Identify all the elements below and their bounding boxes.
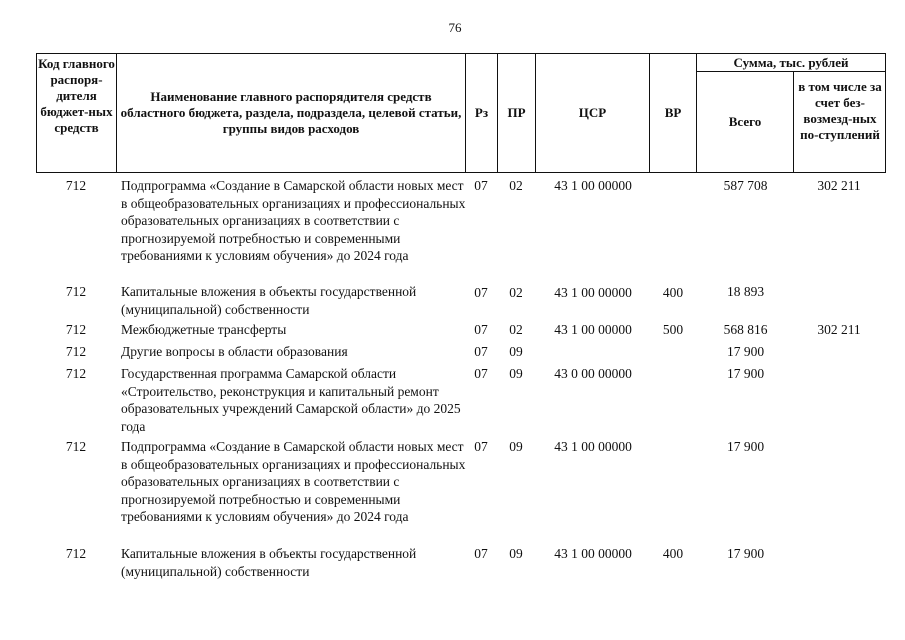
row-kod: 712: [65, 546, 87, 561]
row-pr: 09: [509, 366, 523, 381]
header-name: Наименование главного распорядителя средств областного бюджета, раздела, подраздела, целевой статьи, группы видов расходов: [120, 89, 462, 136]
row-kod: 712: [65, 344, 87, 359]
header-border-right: [885, 53, 886, 173]
row-vr: 400: [662, 285, 684, 300]
header-border-total-free: [793, 71, 794, 173]
row-free: 302 211: [817, 178, 861, 193]
row-name: Другие вопросы в области образования: [121, 344, 348, 359]
row-name: Межбюджетные трансферты: [121, 322, 287, 337]
row-total: 17 900: [726, 546, 765, 561]
row-total: 17 900: [726, 366, 765, 381]
header-pr: ПР: [507, 105, 526, 120]
row-kod: 712: [65, 322, 87, 337]
row-pr: 02: [509, 322, 523, 337]
header-total: Всего: [728, 114, 762, 129]
header-bottom-border: [36, 172, 886, 173]
row-name: Государственная программа Самарской области «Строительство, реконструкция и капитальный ремонт образовательных учреждений Самарской области» до 2025 года: [121, 366, 461, 434]
header-vr: ВР: [664, 105, 682, 120]
row-total: 587 708: [723, 178, 768, 193]
row-name: Подпрограмма «Создание в Самарской области новых мест в общеобразовательных организациях и профессиональных образовательных организациях в соответствии с прогнозируемой потребностью и современными требованиями к условиям обучения» до 2024 года: [121, 178, 466, 263]
sum-header-divider: [696, 71, 886, 72]
row-vr: 400: [662, 546, 684, 561]
row-pr: 02: [509, 178, 523, 193]
header-border-vr-sum: [696, 53, 697, 173]
row-name: Капитальные вложения в объекты государственной (муниципальной) собственности: [121, 546, 417, 579]
row-csr: 43 1 00 00000: [554, 178, 632, 193]
row-name: Капитальные вложения в объекты государственной (муниципальной) собственности: [121, 284, 417, 317]
row-total: 18 893: [726, 284, 765, 299]
row-total: 17 900: [726, 439, 765, 454]
row-kod: 712: [65, 284, 87, 299]
row-vr: 500: [662, 322, 684, 337]
row-csr: 43 1 00 00000: [554, 322, 632, 337]
row-csr: 43 0 00 00000: [554, 366, 632, 381]
header-rz: Рз: [474, 105, 489, 120]
row-rz: 07: [474, 546, 488, 561]
row-csr: 43 1 00 00000: [554, 546, 632, 561]
row-rz: 07: [474, 366, 488, 381]
header-free: в том числе за счет без-возмезд-ных по-ступлений: [798, 79, 882, 142]
row-rz: 07: [474, 285, 488, 300]
row-pr: 09: [509, 344, 523, 359]
row-rz: 07: [474, 439, 488, 454]
header-kod: Код главного распоря-дителя бюджет-ных средств: [38, 56, 115, 135]
header-top-border: [36, 53, 886, 54]
row-rz: 07: [474, 178, 488, 193]
row-pr: 09: [509, 439, 523, 454]
row-csr: 43 1 00 00000: [554, 439, 632, 454]
page-number: 76: [448, 20, 462, 35]
row-kod: 712: [65, 366, 87, 381]
header-csr: ЦСР: [578, 105, 607, 120]
row-free: 302 211: [817, 322, 861, 337]
header-sum: Сумма, тыс. рублей: [733, 55, 849, 70]
row-rz: 07: [474, 322, 488, 337]
row-kod: 712: [65, 439, 87, 454]
row-name: Подпрограмма «Создание в Самарской области новых мест в общеобразовательных организациях и профессиональных образовательных организациях в соответствии с прогнозируемой потребностью и современными требованиями к условиям обучения» до 2024 года: [121, 439, 466, 524]
row-pr: 09: [509, 546, 523, 561]
row-total: 568 816: [723, 322, 768, 337]
row-total: 17 900: [726, 344, 765, 359]
row-pr: 02: [509, 285, 523, 300]
row-csr: 43 1 00 00000: [554, 285, 632, 300]
row-rz: 07: [474, 344, 488, 359]
row-kod: 712: [65, 178, 87, 193]
header-border-kod-name: [116, 53, 117, 173]
